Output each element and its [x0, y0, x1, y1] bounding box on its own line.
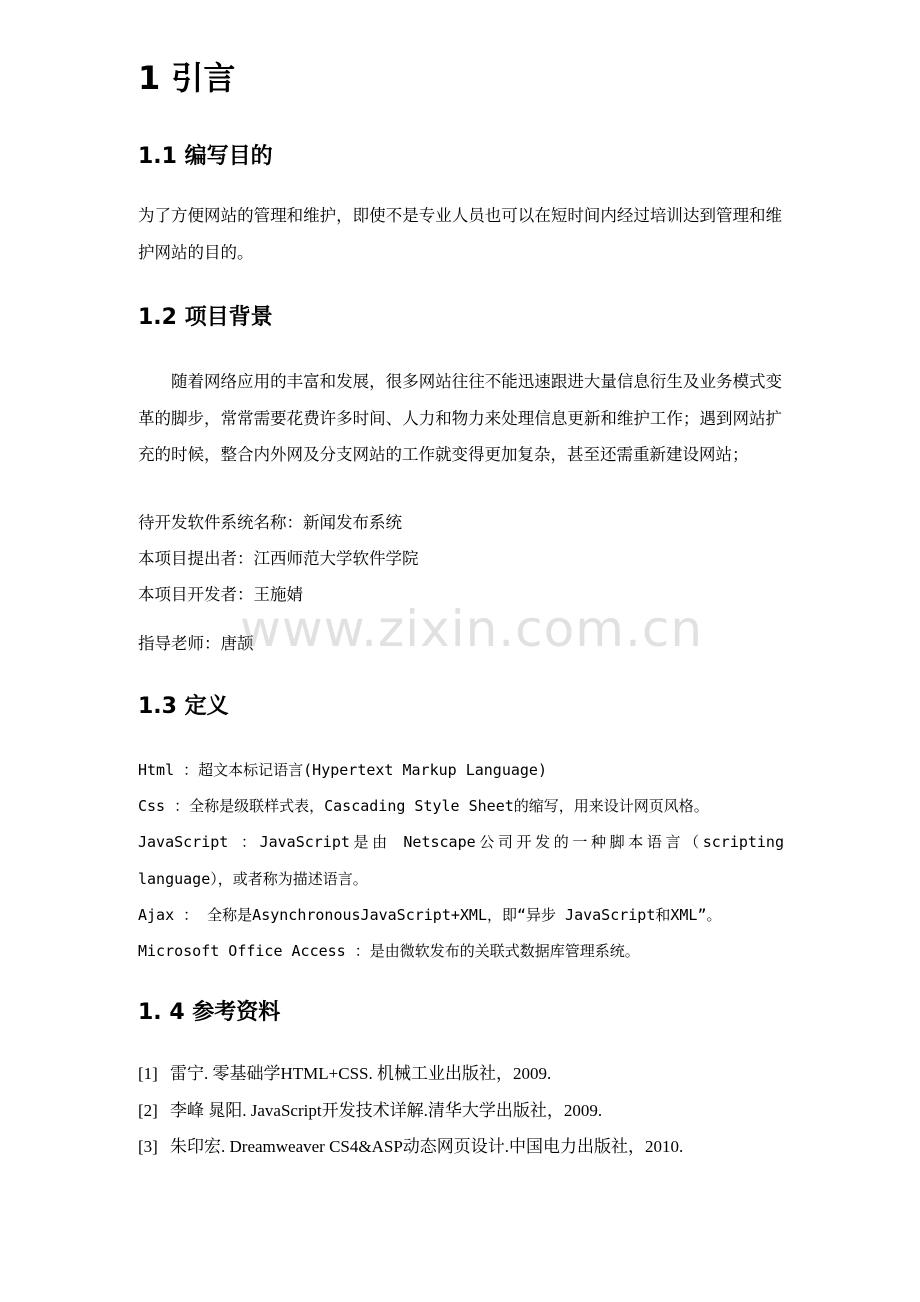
reference-text: 朱印宏. Dreamweaver CS4&ASP动态网页设计.中国电力出版社，2010.	[170, 1137, 684, 1156]
watermark: www.zixin.com.cn	[240, 600, 704, 658]
definition-css: Css ：全称是级联样式表，Cascading Style Sheet的缩写，用来设计网页风格。	[138, 797, 709, 816]
definition-ajax: Ajax ： 全称是AsynchronousJavaScript+XML，即“异步 JavaScript和XML”。	[138, 905, 722, 924]
references-list	[138, 1056, 798, 1166]
definitions-list	[138, 752, 784, 969]
reference-text: 李峰 晁阳. JavaScript开发技术详解.清华大学出版社，2009.	[170, 1100, 603, 1120]
reference-number: [2]	[138, 1100, 158, 1120]
background-paragraph: 随着网络应用的丰富和发展，很多网站往往不能迅速跟进大量信息衍生及业务模式变革的脚步，常常需要花费许多时间、人力和物力来处理信息更新和维护工作；遇到网站扩充的时候，整合内外网及分支网站的工作就变得更加复杂，甚至还需重新建设网站；	[138, 372, 782, 464]
reference-text: 雷宁. 零基础学HTML+CSS. 机械工业出版社，2009.	[170, 1064, 552, 1083]
developer-line: 本项目开发者：王施婧	[138, 585, 303, 604]
section-title-definitions: 1.3 定义	[138, 694, 229, 719]
reference-item	[138, 1093, 798, 1130]
reference-item	[138, 1056, 798, 1093]
definition-access: Microsoft Office Access ：是由微软发布的关联式数据库管理系统。	[138, 942, 640, 961]
reference-item	[138, 1129, 798, 1166]
advisor-line: 指导老师：唐颉	[138, 634, 254, 653]
purpose-paragraph: 为了方便网站的管理和维护，即使不是专业人员也可以在短时间内经过培训达到管理和维护网站的目的。	[138, 206, 782, 262]
system-name-line: 待开发软件系统名称：新闻发布系统	[138, 513, 402, 532]
section-title-references: 1. 4 参考资料	[138, 1000, 281, 1025]
section-title-background: 1.2 项目背景	[138, 305, 273, 330]
section-title-purpose: 1.1 编写目的	[138, 144, 273, 169]
chapter-heading: 1 引言	[138, 59, 236, 97]
reference-number: [1]	[138, 1064, 158, 1083]
definition-html: Html ：超文本标记语言(Hypertext Markup Language)	[138, 761, 547, 779]
proposer-line: 本项目提出者：江西师范大学软件学院	[138, 549, 419, 568]
definition-javascript: JavaScript ：JavaScript是由 Netscape公司开发的一种脚本语言（scripting language），或者称为描述语言。	[138, 833, 784, 888]
reference-number: [3]	[138, 1137, 158, 1156]
